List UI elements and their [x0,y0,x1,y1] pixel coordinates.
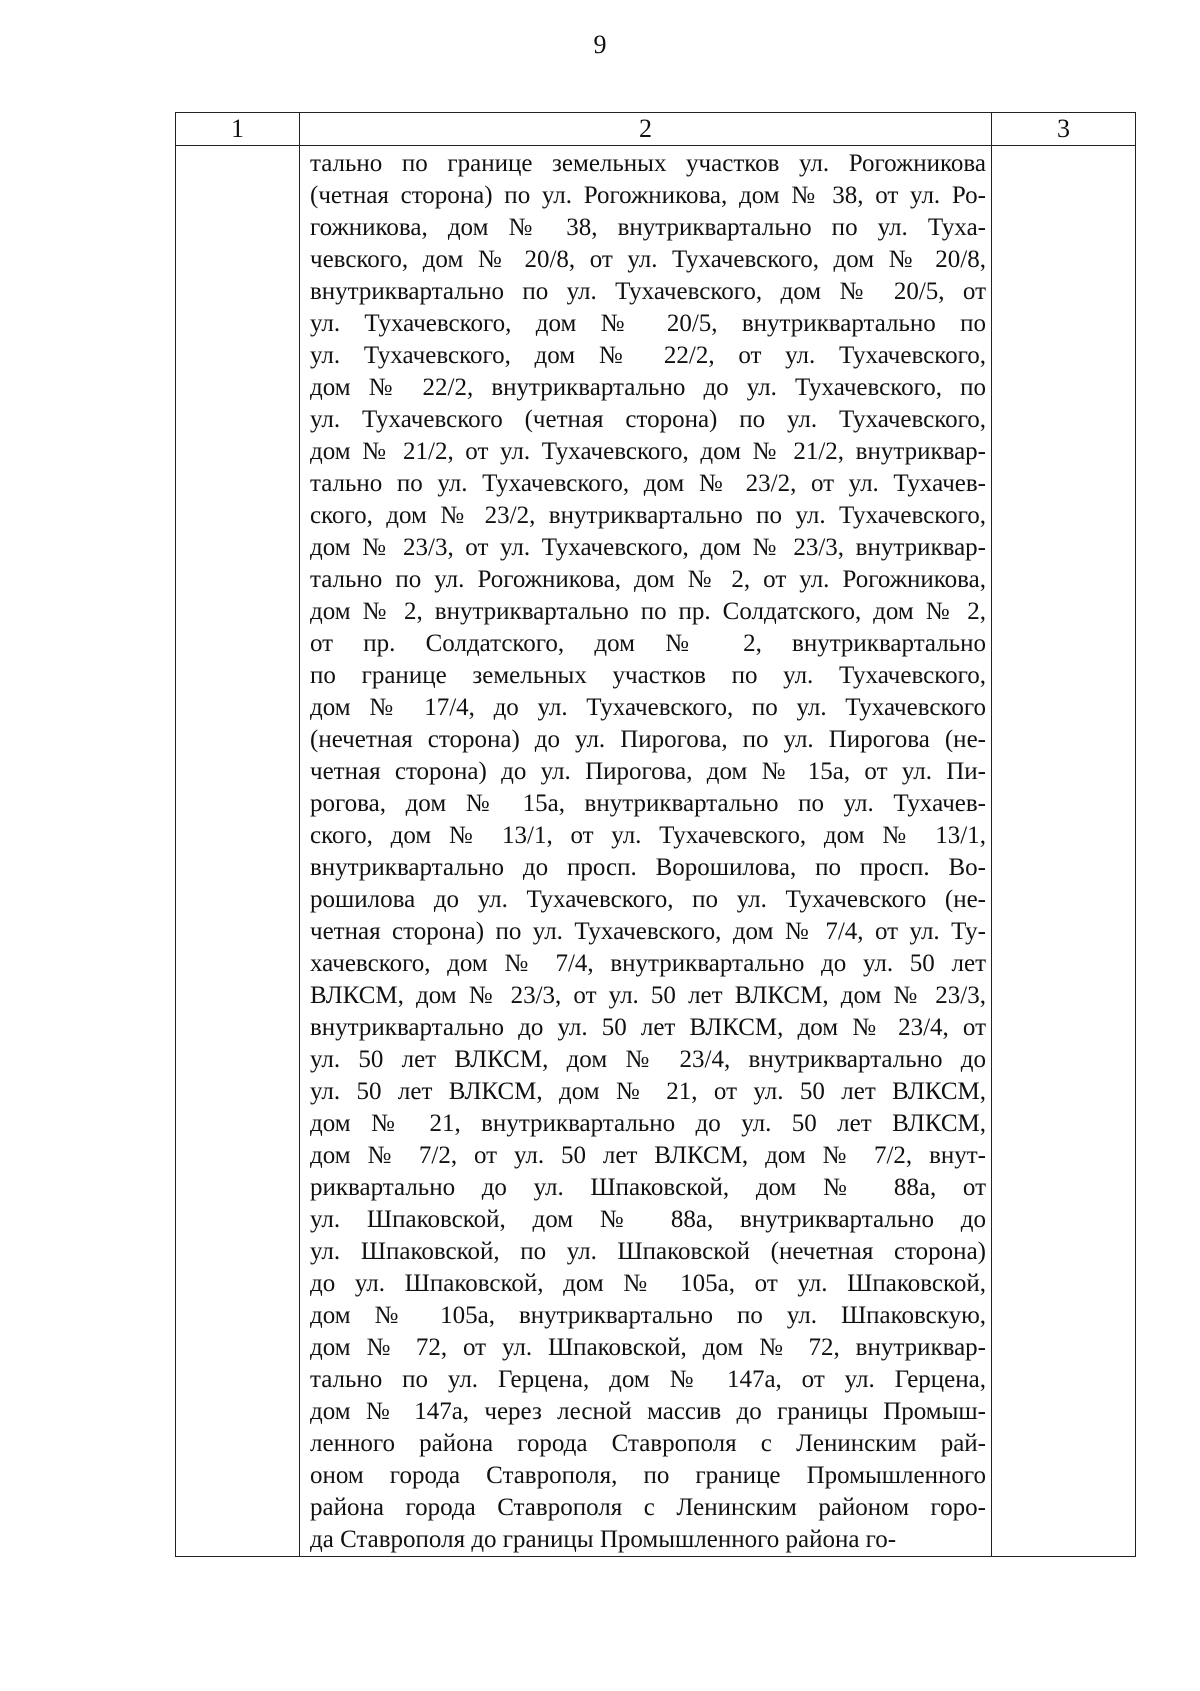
text-line: дом № 147а, через лесной массив до границы Промыш- [310,1398,986,1425]
text-line: рогова, дом № 15а, внутриквартально по ул. Тухачев- [310,790,986,817]
text-line: ул. 50 лет ВЛКСМ, дом № 23/4, внутриквартально до [310,1046,986,1073]
boundary-description-text [300,146,991,1556]
text-line: внутриквартально по ул. Тухачевского, дом № 20/5, от [310,278,986,305]
text-line: ул. 50 лет ВЛКСМ, дом № 21, от ул. 50 лет ВЛКСМ, [310,1078,986,1105]
text-line: района города Ставрополя с Ленинским районом горо- [310,1494,986,1521]
text-line: четная сторона) до ул. Пирогова, дом № 15а, от ул. Пи- [310,758,986,785]
text-line: тально по ул. Герцена, дом № 147а, от ул. Герцена, [310,1366,986,1393]
column-3-cell [992,146,1136,1557]
table-row [176,146,1136,1557]
text-line: дом № 105а, внутриквартально по ул. Шпаковскую, [310,1302,986,1329]
text-line: внутриквартально до ул. 50 лет ВЛКСМ, дом № 23/4, от [310,1014,986,1041]
column-header-2: 2 [300,113,992,146]
text-line: рошилова до ул. Тухачевского, по ул. Тухачевского (не- [310,886,986,913]
text-line: дом № 7/2, от ул. 50 лет ВЛКСМ, дом № 7/2, внут- [310,1142,986,1169]
text-line: гожникова, дом № 38, внутриквартально по ул. Туха- [310,214,986,241]
text-line: оном города Ставрополя, по границе Промышленного [310,1462,986,1489]
text-line: ул. Шпаковской, по ул. Шпаковской (нечетная сторона) [310,1238,986,1265]
text-line: да Ставрополя до границы Промышленного района го- [310,1526,897,1553]
table-header-row [176,113,1136,146]
text-line: внутриквартально до просп. Ворошилова, по просп. Во- [310,854,986,881]
text-line: дом № 21, внутриквартально до ул. 50 лет ВЛКСМ, [310,1110,986,1137]
page-number: 9 [593,30,607,59]
column-header-1: 1 [176,113,300,146]
text-line: дом № 22/2, внутриквартально до ул. Тухачевского, по [310,374,986,401]
text-line: четная сторона) по ул. Тухачевского, дом № 7/4, от ул. Ту- [310,918,986,945]
text-line: от пр. Солдатского, дом № 2, внутриквартально [310,630,986,657]
text-line: хачевского, дом № 7/4, внутриквартально до ул. 50 лет [310,950,986,977]
text-line: ского, дом № 23/2, внутриквартально по ул. Тухачевского, [310,502,986,529]
column-header-3: 3 [992,113,1136,146]
column-2-cell [300,146,992,1557]
text-line: (четная сторона) по ул. Рогожникова, дом № 38, от ул. Ро- [310,182,986,209]
text-line: тально по ул. Рогожникова, дом № 2, от ул. Рогожникова, [310,566,986,593]
text-line: ул. Шпаковской, дом № 88а, внутриквартально до [310,1206,986,1233]
text-line: дом № 2, внутриквартально по пр. Солдатского, дом № 2, [310,598,986,625]
text-line: (нечетная сторона) до ул. Пирогова, по ул. Пирогова (не- [310,726,986,753]
text-line: по границе земельных участков по ул. Тухачевского, [310,662,986,689]
text-line: дом № 21/2, от ул. Тухачевского, дом № 21/2, внутриквар- [310,438,986,465]
text-line: дом № 17/4, до ул. Тухачевского, по ул. Тухачевского [310,694,986,721]
boundary-table [175,112,1136,1557]
text-line: тально по ул. Тухачевского, дом № 23/2, от ул. Тухачев- [310,470,986,497]
text-line: дом № 23/3, от ул. Тухачевского, дом № 23/3, внутриквар- [310,534,986,561]
text-line: ленного района города Ставрополя с Ленинским рай- [310,1430,986,1457]
text-line: ул. Тухачевского, дом № 20/5, внутриквартально по [310,310,986,337]
text-line: ВЛКСМ, дом № 23/3, от ул. 50 лет ВЛКСМ, дом № 23/3, [310,982,986,1009]
text-line: ул. Тухачевского (четная сторона) по ул. Тухачевского, [310,406,986,433]
text-line: риквартально до ул. Шпаковской, дом № 88а, от [310,1174,986,1201]
text-line: чевского, дом № 20/8, от ул. Тухачевского, дом № 20/8, [310,246,986,273]
text-line: ул. Тухачевского, дом № 22/2, от ул. Тухачевского, [310,342,986,369]
text-line: ского, дом № 13/1, от ул. Тухачевского, дом № 13/1, [310,822,986,849]
text-line: дом № 72, от ул. Шпаковской, дом № 72, внутриквар- [310,1334,986,1361]
text-line: тально по границе земельных участков ул. Рогожникова [310,150,986,177]
column-1-cell [176,146,300,1557]
text-line: до ул. Шпаковской, дом № 105а, от ул. Шпаковской, [310,1270,986,1297]
